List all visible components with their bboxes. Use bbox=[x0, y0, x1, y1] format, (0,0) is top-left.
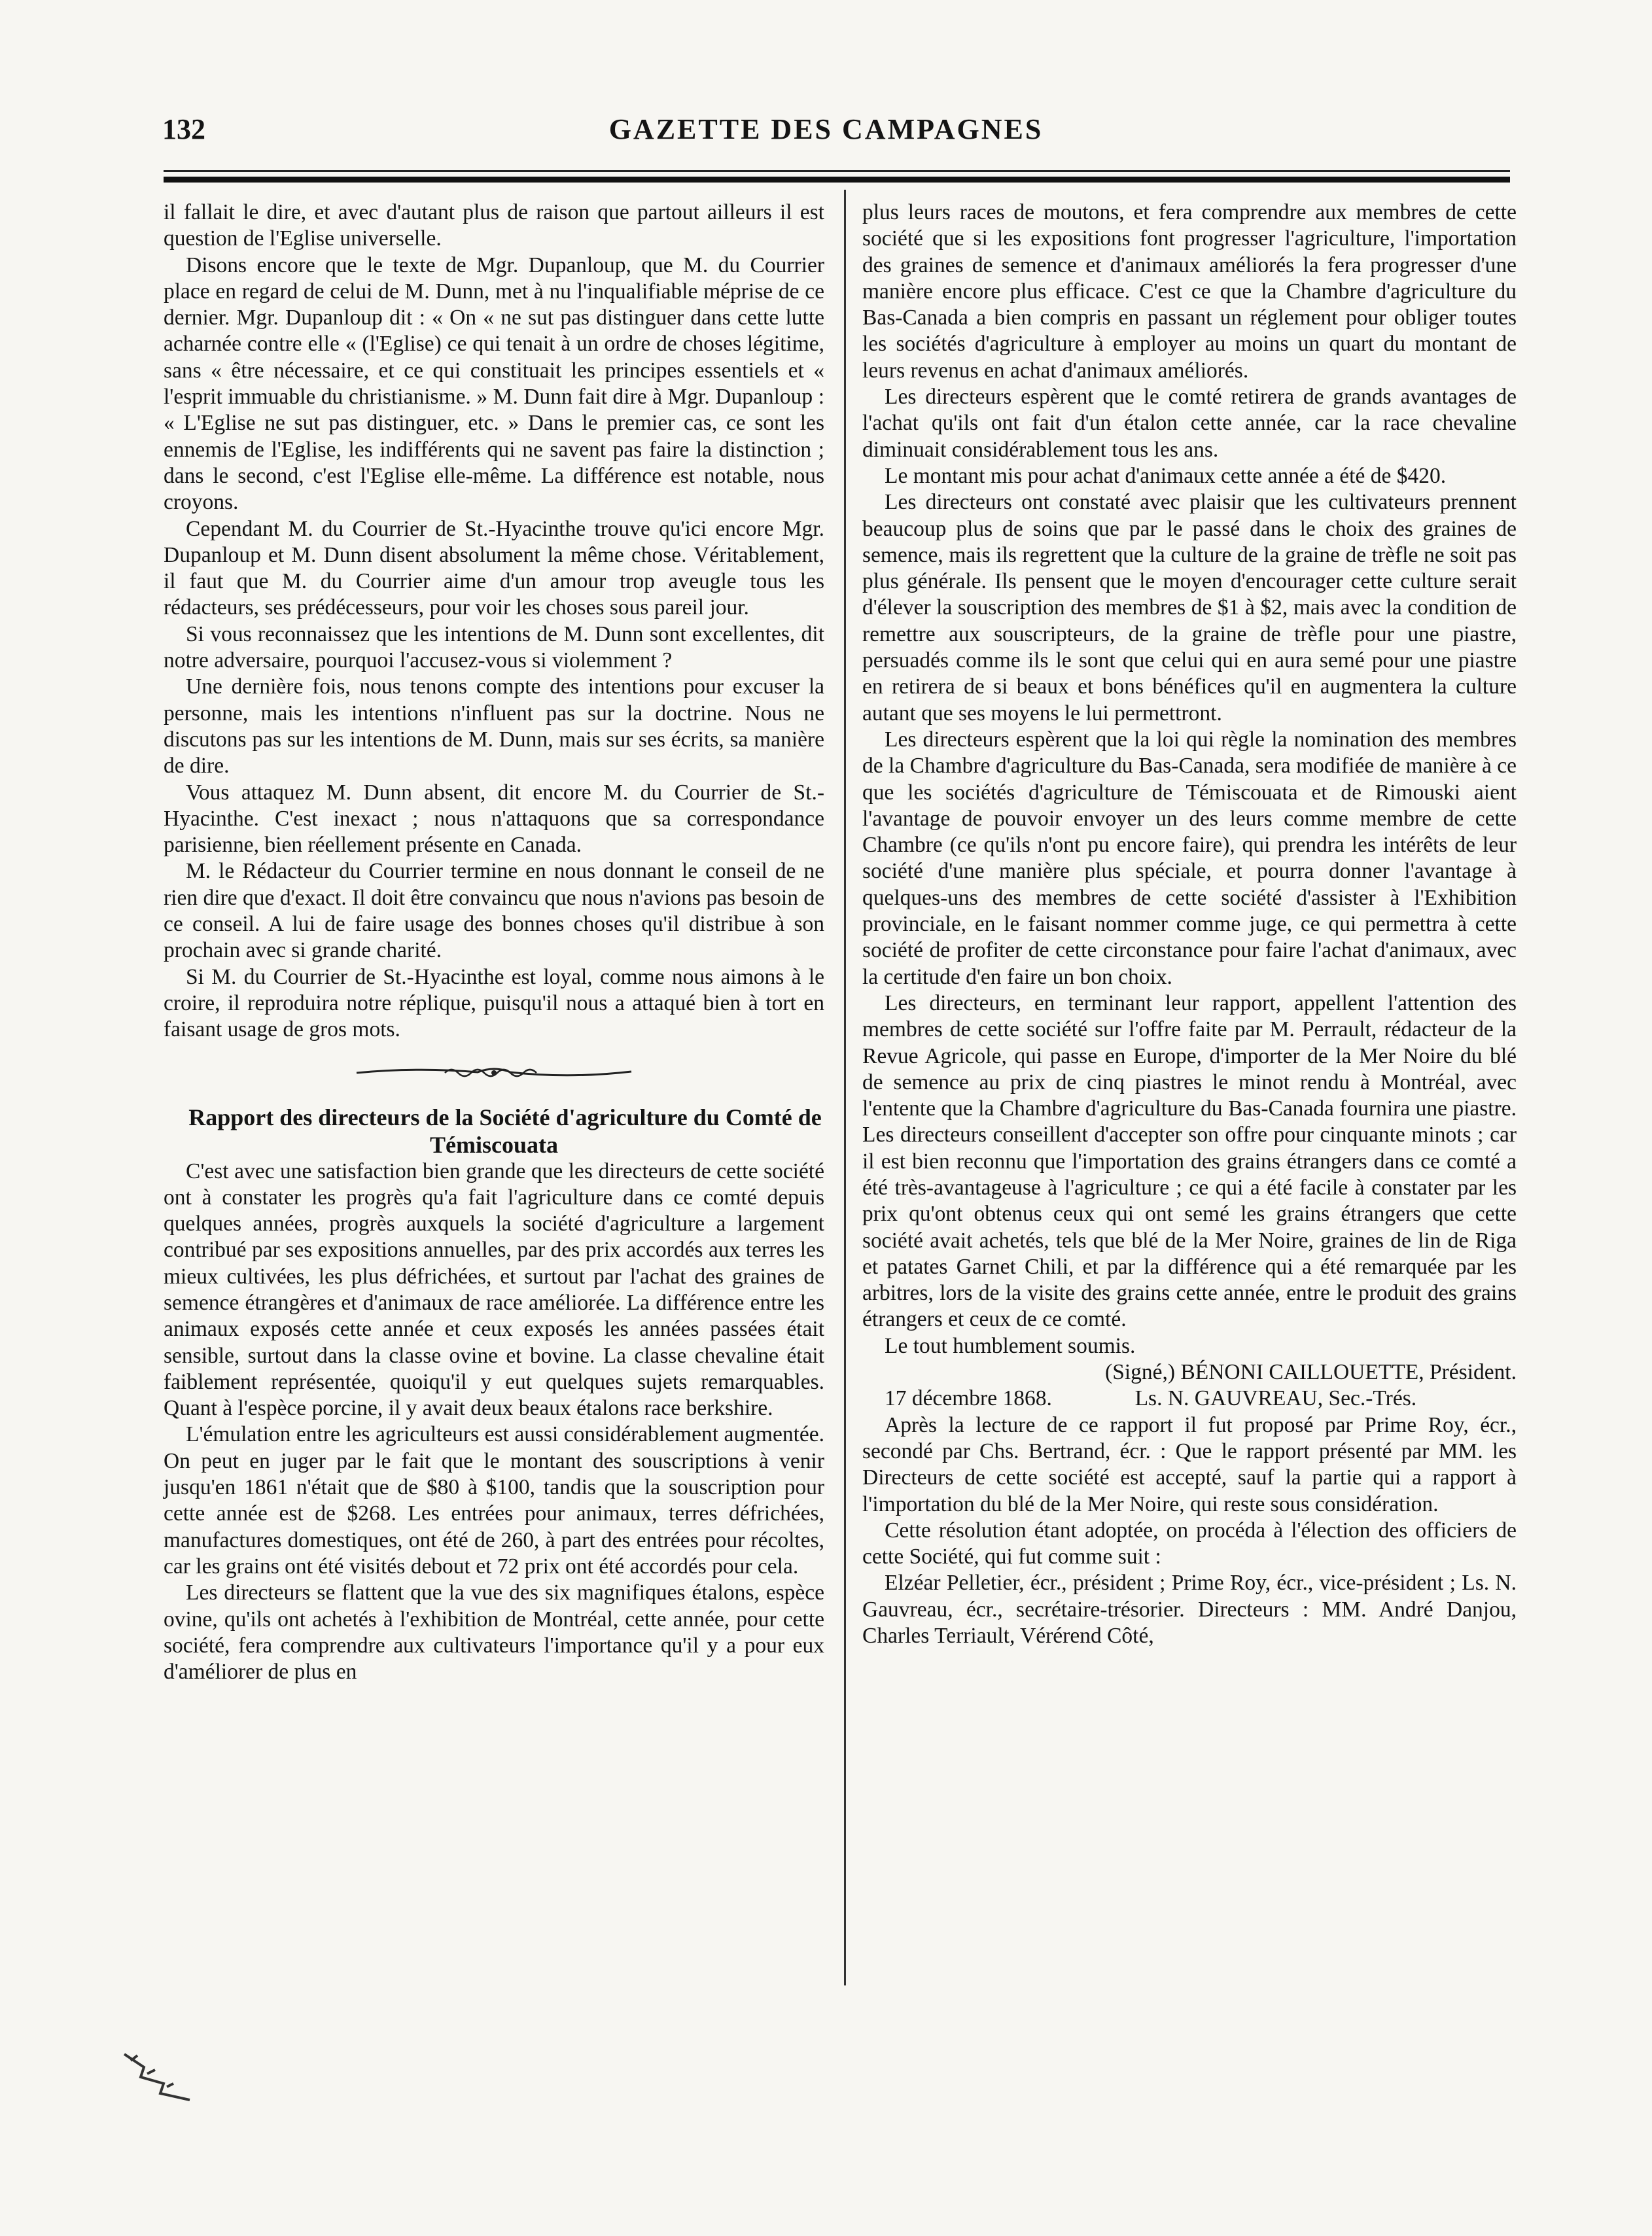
header-rule-thin bbox=[164, 170, 1510, 172]
paragraph: L'émulation entre les agriculteurs est aussi considérablement augmentée. On peut en juger par le fait que le montant des souscriptions à venir jusqu'en 1861 n'était que de $80 à $100, tandis que la souscription pour cette année est de $268. Les entrées pour animaux, terres défrichées, manufactures domestiques, ont été de 260, à part des entrées pour récoltes, car les grains ont été visités debout et 72 prix ont été accordés pour cela. bbox=[164, 1422, 824, 1579]
running-head: GAZETTE DES CAMPAGNES bbox=[608, 113, 1044, 145]
signature-secretary: Ls. N. GAUVREAU, Sec.-Trés. bbox=[1134, 1386, 1417, 1411]
paragraph: Après la lecture de ce rapport il fut proposé par Prime Roy, écr., secondé par Chs. Bertrand, écr. : Que le rapport présenté par MM. les Directeurs de cette société est accepté, sauf la partie qui a rapport à l'importation du blé de la Mer Noire, qui reste sous considération. bbox=[862, 1412, 1517, 1516]
left-column bbox=[164, 200, 824, 1685]
signature-date-line bbox=[862, 1386, 1517, 1412]
paragraph: Les directeurs se flattent que la vue des six magnifiques étalons, espèce ovine, qu'ils ont achetés à l'exhibition de Montréal, cette année, pour cette société, fera comprendre aux cultivateurs l'importance qu'il y a pour eux d'améliorer de plus en bbox=[164, 1581, 824, 1685]
report-date: 17 décembre 1868. bbox=[885, 1386, 1052, 1411]
paragraph: Les directeurs espèrent que le comté retirera de grands avantages de l'achat qu'ils ont fait d'un étalon cette année, car la race chevaline diminuait considérablement tous les ans. bbox=[862, 385, 1517, 462]
paragraph: Cette résolution étant adoptée, on procéda à l'élection des officiers de cette Société, qui fut comme suit : bbox=[862, 1518, 1517, 1569]
closing-line: Le tout humblement soumis. bbox=[885, 1333, 1136, 1358]
section-title: Rapport des directeurs de la Société d'agriculture du Comté de Témiscouata bbox=[188, 1104, 822, 1158]
paragraph: Les directeurs espèrent que la loi qui règle la nomination des membres de la Chambre d'agriculture du Bas-Canada, sera modifiée de manière à ce que les sociétés d'agriculture de Témiscouata et de Rimouski aient l'avantage de pouvoir envoyer un des leurs comme membre de cette Chambre (ce qu'ils n'ont pu encore faire), qui prendra les intérêts de leur société d'une manière plus spéciale, et pourra donner l'avantage à quelques-uns des membres de cette société d'assister à l'Exhibition provinciale, en le faisant nommer comme juge, ce qui permettra à cette société de profiter de cette circonstance pour faire l'achat d'animaux, avec la certitude d'en faire un bon choix. bbox=[862, 727, 1517, 989]
column-divider bbox=[844, 190, 846, 1985]
paragraph: Disons encore que le texte de Mgr. Dupanloup, que M. du Courrier place en regard de celui de M. Dunn, met à nu l'inqualifiable méprise de ce dernier. Mgr. Dupanloup dit : « On « ne sut pas distinguer dans cette lutte acharnée contre elle « (l'Eglise) ce qui tenait à un ordre de choses légitime, sans « être nécessaire, et ce qui constituait les principes essentiels et « l'esprit immuable du christianisme. » M. Dunn fait dire à Mgr. Dupanloup : « L'Eglise ne sut pas distinguer, etc. » Dans le premier cas, ce sont les ennemis de l'Eglise, les indifférents qui ne savent pas faire la distinction ; dans le second, c'est l'Eglise elle-même. La différence est notable, nous croyons. bbox=[164, 253, 824, 515]
paragraph: il fallait le dire, et avec d'autant plus de raison que partout ailleurs il est question de l'Eglise universelle. bbox=[164, 200, 824, 251]
paragraph: Elzéar Pelletier, écr., président ; Prime Roy, écr., vice-président ; Ls. N. Gauvreau, écr., secrétaire-trésorier. Directeurs : MM. André Danjou, Charles Terriault, Vérérend Côté, bbox=[862, 1571, 1517, 1649]
page-number: 132 bbox=[162, 113, 205, 145]
ink-scribble-mark bbox=[118, 2048, 216, 2106]
right-column bbox=[862, 200, 1517, 1649]
header-rule-thick bbox=[164, 177, 1510, 183]
paragraph: Si M. du Courrier de St.-Hyacinthe est loyal, comme nous aimons à le croire, il reproduira notre réplique, puisqu'il nous a attaqué bien à tort en faisant usage de gros mots. bbox=[164, 964, 824, 1042]
paragraph: C'est avec une satisfaction bien grande que les directeurs de cette société ont à constater les progrès qu'a fait l'agriculture dans ce comté depuis quelques années, progrès auxquels la société d'agriculture a largement contribué par ses expositions annuelles, par des prix accordés aux terres les mieux cultivées, les plus défrichées, et surtout par l'achat des graines de semence étrangères et d'animaux de race améliorée. La différence entre les animaux exposés cette année et ceux exposés les années passées était sensible, surtout dans la classe ovine et bovine. La classe chevaline était faiblement représentée, quoiqu'il y eut quelques sujets remarquables. Quant à l'espèce porcine, il y avait deux beaux étalons race berkshire. bbox=[164, 1159, 824, 1421]
paragraph: Si vous reconnaissez que les intentions de M. Dunn sont excellentes, dit notre adversaire, pourquoi l'accusez-vous si violemment ? bbox=[164, 621, 824, 673]
paragraph: plus leurs races de moutons, et fera comprendre aux membres de cette société que si les expositions font progresser l'agriculture, l'importation des graines de semence et d'animaux améliorés la fera progresser d'une manière encore plus efficace. C'est ce que la Chambre d'agriculture du Bas-Canada a bien compris en passant un réglement pour obliger toutes les sociétés d'agriculture à employer au moins un quart du montant de leurs revenus en achat d'animaux améliorés. bbox=[862, 200, 1517, 383]
paragraph: Les directeurs ont constaté avec plaisir que les cultivateurs prennent beaucoup plus de soins que par le passé dans le choix des graines de semence, mais ils regrettent que la culture de la graine de trèfle ne soit pas plus générale. Ils pensent que le moyen d'encourager cette culture serait d'élever la souscription des membres de $1 à $2, mais avec la condition de remettre aux souscripteurs, de la graine de trèfle pour une piastre, persuadés comme ils le sont que celui qui en aura semé pour une piastre en retirera de si beaux et bons bénéfices qu'il en augmentera la culture autant que ses moyens le lui permettront. bbox=[862, 490, 1517, 725]
paragraph: Le montant mis pour achat d'animaux cette année a été de $420. bbox=[885, 463, 1447, 488]
paragraph: Vous attaquez M. Dunn absent, dit encore M. du Courrier de St.-Hyacinthe. C'est inexact ; nous n'attaquons que sa correspondance parisienne, bien réellement présente en Canada. bbox=[164, 780, 824, 858]
signature-president: (Signé,) BÉNONI CAILLOUETTE, Président. bbox=[1105, 1360, 1517, 1385]
paragraph: Une dernière fois, nous tenons compte des intentions pour excuser la personne, mais les intentions n'influent pas sur la doctrine. Nous ne discutons pas sur les intentions de M. Dunn, mais sur ses écrits, sa manière de dire. bbox=[164, 674, 824, 778]
paragraph: M. le Rédacteur du Courrier termine en nous donnant le conseil de ne rien dire que d'exact. Il doit être convaincu que nous n'avions pas besoin de ce conseil. A lui de faire usage des bonnes choses qu'il distribue à son prochain avec si grande charité. bbox=[164, 859, 824, 963]
ornament-divider bbox=[353, 1063, 635, 1083]
paragraph: Cependant M. du Courrier de St.-Hyacinthe trouve qu'ici encore Mgr. Dupanloup et M. Dunn disent absolument la même chose. Véritablement, il faut que M. du Courrier aime d'un amour trop aveugle tous les rédacteurs, ses prédécesseurs, pour voir les choses sous pareil jour. bbox=[164, 516, 824, 620]
paragraph: Les directeurs, en terminant leur rapport, appellent l'attention des membres de cette société sur l'offre faite par M. Perrault, rédacteur de la Revue Agricole, qui passe en Europe, d'importer de la Mer Noire du blé de semence au prix de cinq piastres le minot rendu à Montréal, avec l'entente que la Chambre d'agriculture du Bas-Canada fournira une piastre. Les directeurs conseillent d'accepter son offre pour cinquante minots ; car il est bien reconnu que l'importation des grains étrangers dans ce comté a été très-avantageuse à l'agriculture ; ce qui a été facile à constater par les prix qu'ont obtenus ceux qui ont semé les grains étrangers que cette société avait achetés, tels que blé de la Mer Noire, graines de lin de Riga et patates Garnet Chili, et par la différence qui a été remarquée par les arbitres, lors de la visite des grains cette année, entre le produit des grains étrangers et ceux de ce comté. bbox=[862, 990, 1517, 1332]
